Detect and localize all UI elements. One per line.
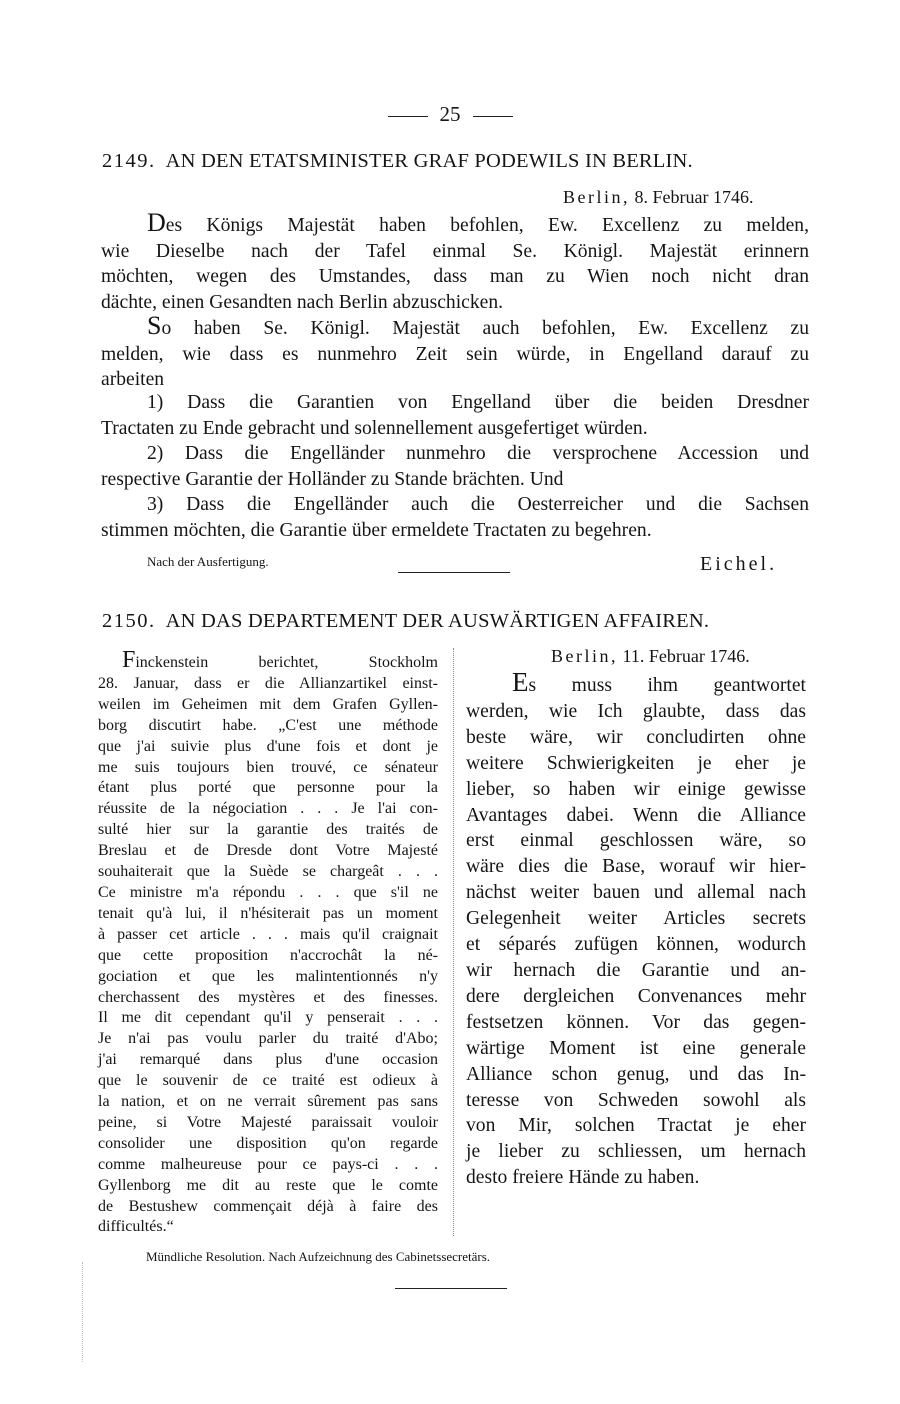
text-line: Finckenstein berichtet, Stockholm [122, 647, 438, 673]
page-number-line [0, 101, 900, 127]
text-line: difficultés.“ [98, 1218, 174, 1236]
text-line: de Bestushew commençait déjà à faire des [98, 1197, 438, 1215]
text-line: festsetzen können. Vor das gegen- [466, 1011, 806, 1033]
text-line: weilen im Geheimen mit dem Grafen Gyllen- [98, 695, 438, 713]
text-line: à passer cet article . . . mais qu'il craignait [98, 925, 438, 943]
dash-left [388, 116, 428, 117]
text-line: que le souvenir de ce traité est odieux à [98, 1072, 438, 1090]
text-line: erst einmal geschlossen wäre, so [466, 830, 806, 852]
text-line: nächst weiter bauen und allemal nach [466, 882, 806, 904]
text-line: von Mir, solchen Tractat je eher [466, 1115, 806, 1137]
initial-letter: D [147, 208, 166, 237]
text-line: wärtige Moment ist eine generale [466, 1037, 806, 1059]
letter-2149-point-2 [101, 441, 809, 492]
letter-title: AN DEN ETATSMINISTER GRAF PODEWILS IN BERLIN. [165, 150, 693, 172]
letter-2150-dateline [551, 645, 750, 667]
text-line: me suis toujours bien trouvé, ce sénateur [98, 758, 438, 776]
report-summary-column [98, 647, 438, 1238]
letter-2149-paragraph-1 [101, 210, 809, 315]
letter-2149-point-1 [101, 390, 809, 441]
page-number: 25 [439, 102, 461, 126]
dash-right [473, 116, 513, 117]
initial-letter: S [147, 311, 162, 340]
text-line: 28. Januar, dass er die Allianzartikel einst- [98, 674, 438, 692]
letter-2149-dateline [563, 186, 753, 208]
letter-number: 2150. [102, 610, 156, 632]
text-line: werden, wie Ich glaubte, dass das [466, 700, 806, 722]
letter-2150-source-note: Mündliche Resolution. Nach Aufzeichnung des Cabinetssecretärs. [146, 1249, 491, 1264]
letter-2149-point-3 [101, 492, 809, 543]
text-line: Des Königs Majestät haben befohlen, Ew. Excellenz zu melden, [147, 208, 809, 237]
text-line: respective Garantie der Holländer zu Stande brächten. Und [101, 468, 564, 490]
letter-title: AN DAS DEPARTEMENT DER AUSWÄRTIGEN AFFAIREN. [165, 610, 710, 632]
text-line: sulté hier sur la garantie des traités de [98, 821, 438, 839]
text-line: dere dergleichen Convenances mehr [466, 985, 806, 1007]
text-line: peine, si Votre Majesté paraissait vouloir [98, 1113, 438, 1131]
text-line: stimmen möchten, die Garantie über ermeldete Tractaten zu begehren. [101, 519, 652, 541]
text-line: j'ai remarqué dans plus d'une occasion [98, 1051, 438, 1069]
text-line: lieber, so haben wir einige gewisse [466, 778, 806, 800]
letter-2149-heading [102, 148, 808, 174]
text-line: 1) Dass die Garantien von Engelland über die beiden Dresdner [147, 392, 809, 413]
text-line: teresse von Schweden sowohl als [466, 1089, 806, 1111]
text-line: melden, wie dass es nunmehro Zeit sein würde, in Engelland darauf zu [101, 343, 809, 365]
text-line: et séparés zufügen können, wodurch [466, 934, 806, 956]
text-line: que j'ai suivie plus d'une fois et dont je [98, 737, 438, 755]
dateline-date: 11. Februar 1746. [622, 646, 750, 666]
text-line: arbeiten [101, 369, 165, 391]
letter-2149-signature: Eichel. [700, 553, 778, 575]
separator-rule [398, 572, 510, 573]
text-line: comme malheureuse pour ce pays-ci . . . [98, 1155, 438, 1173]
text-line: la nation, et on ne verrait sûrement pas sans [98, 1093, 438, 1111]
text-line: que cette proposition n'accrochât la né- [98, 946, 438, 964]
text-line: Gyllenborg me dit au reste que le comte [98, 1176, 438, 1194]
text-line: souhaiterait que la Suède se chargeât . . . [98, 863, 438, 881]
initial-letter: E [512, 667, 529, 697]
text-line: Avantages dabei. Wenn die Alliance [466, 804, 806, 826]
text-line: Es muss ihm geantwortet [512, 667, 806, 697]
text-line: je lieber zu schliessen, um hernach [466, 1141, 806, 1163]
separator-rule [395, 1288, 507, 1289]
letter-2149-paragraph-2 [101, 313, 809, 393]
text-line: étant plus porté que personne pour la [98, 779, 438, 797]
text-line: Gelegenheit weiter Articles secrets [466, 908, 806, 930]
text-line: beste wäre, wir concludirten ohne [466, 726, 806, 748]
text-line: wie Dieselbe nach der Tafel einmal Se. Königl. Majestät erinnern [101, 240, 809, 262]
column-divider [453, 648, 454, 1236]
initial-letter: F [122, 647, 136, 673]
text-line: tenait qu'à lui, il n'hésiterait pas un moment [98, 904, 438, 922]
resolution-column [466, 667, 806, 1191]
text-line: dächte, einen Gesandten nach Berlin abzuschicken. [101, 291, 504, 313]
dateline-place: Berlin, [563, 187, 630, 207]
text-line: Alliance schon genug, und das In- [466, 1063, 806, 1085]
text-line: Je n'ai pas voulu parler du traité d'Abo; [98, 1030, 438, 1048]
text-line: Il me dit cependant qu'il y penserait . . . [98, 1009, 438, 1027]
text-line: weitere Schwierigkeiten je eher je [466, 752, 806, 774]
text-line: réussite de la négociation . . . Je l'ai con- [98, 800, 438, 818]
dateline-place: Berlin, [551, 646, 618, 666]
text-line: cherchassent des mystères et des finesses. [98, 988, 438, 1006]
text-line: 3) Dass die Engelländer auch die Oesterreicher und die Sachsen [147, 494, 809, 515]
text-line: Breslau et de Dresde dont Votre Majesté [98, 842, 438, 860]
text-line: borg discutirt habe. „C'est une méthode [98, 716, 438, 734]
letter-2149-source-note: Nach der Ausfertigung. [147, 554, 269, 569]
margin-dots [82, 1262, 85, 1362]
letter-2150-heading [102, 608, 808, 634]
text-line: gociation et que les malintentionnés n'y [98, 967, 438, 985]
text-line: 2) Dass die Engelländer nunmehro die versprochene Accession und [147, 443, 809, 464]
text-line: möchten, wegen des Umstandes, dass man zu Wien noch nicht dran [101, 266, 809, 288]
letter-number: 2149. [102, 150, 156, 172]
text-line: wir hernach die Garantie und an- [466, 959, 806, 981]
text-line: Ce ministre m'a répondu . . . que s'il ne [98, 883, 438, 901]
text-line: So haben Se. Königl. Majestät auch befohlen, Ew. Excellenz zu [147, 311, 809, 340]
text-line: consolider une disposition qu'on regarde [98, 1134, 438, 1152]
text-line: Tractaten zu Ende gebracht und solennellement ausgefertiget würden. [101, 417, 648, 439]
text-line: wäre dies die Base, worauf wir hier- [466, 856, 806, 878]
dateline-date: 8. Februar 1746. [634, 187, 754, 207]
text-line: desto freiere Hände zu haben. [466, 1167, 700, 1189]
